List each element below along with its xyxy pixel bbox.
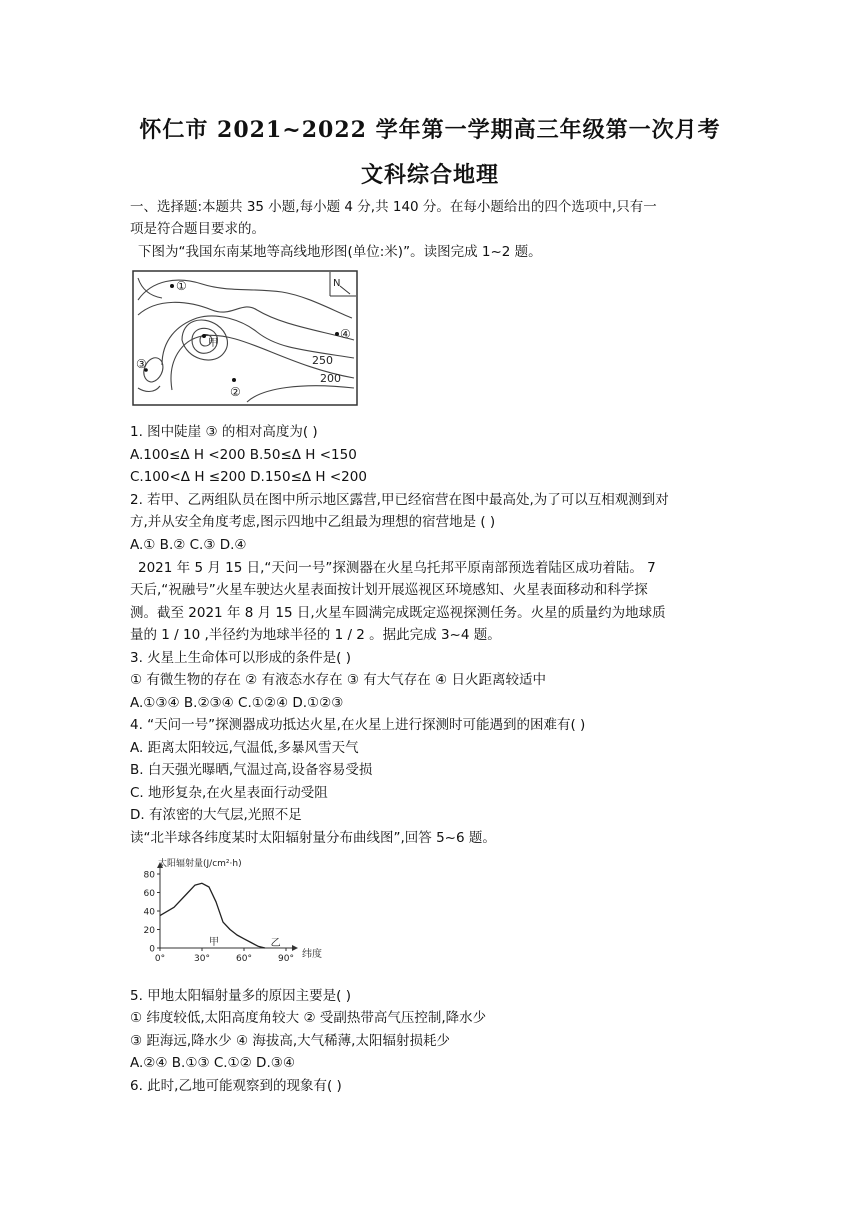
x-tick-label: 0° — [154, 954, 166, 964]
q4-stem: 4. “天问一号”探测器成功抵达火星,在火星上进行探测时可能遇到的困难有( ) — [130, 717, 586, 733]
passage-line: 测。截至 2021 年 8 月 15 日,火星车圆满完成既定巡视探测任务。火星的质量约为地球质 — [130, 605, 666, 621]
point-1-marker — [170, 284, 174, 288]
y-tick-label: 0 — [149, 944, 155, 955]
q1-options-ab: A.100≤Δ H <200 B.50≤Δ H <150 — [130, 447, 357, 463]
y-tick-label: 20 — [143, 926, 155, 936]
x-axis-label: 纬度 — [302, 949, 322, 960]
q1-stem: 1. 图中陡崖 ③ 的相对高度为( ) — [130, 424, 318, 440]
passage-line: 量的 1 / 10 ,半径约为地球半径的 1 / 2 。据此完成 3~4 题。 — [130, 627, 501, 643]
q4-option-c: C. 地形复杂,在火星表面行动受阻 — [130, 785, 328, 801]
contour-200-label: 200 — [320, 372, 341, 385]
passage-line: 天后,“祝融号”火星车驶达火星表面按计划开展巡视区环境感知、火星表面移动和科学探 — [130, 582, 648, 598]
point-4-marker — [335, 332, 339, 336]
q3-stem: 3. 火星上生命体可以形成的条件是( ) — [130, 650, 351, 666]
north-label: N — [333, 278, 341, 289]
q5-items-2: ③ 距海远,降水少 ④ 海拔高,大气稀薄,太阳辐射损耗少 — [130, 1033, 450, 1049]
q4-option-a: A. 距离太阳较远,气温低,多暴风雪天气 — [130, 740, 359, 756]
point-2-label: ② — [230, 385, 241, 399]
x-tick-label: 90° — [278, 954, 294, 964]
x-axis-arrow — [292, 945, 298, 951]
exam-title: 怀仁市 2021~2022 学年第一学期高三年级第一次月考 — [139, 117, 721, 143]
contour-map — [132, 270, 358, 406]
q5-options: A.②④ B.①③ C.①② D.③④ — [130, 1055, 295, 1071]
q4-option-b: B. 白天强光曝晒,气温过高,设备容易受损 — [130, 762, 373, 778]
y-tick-label: 60 — [143, 889, 155, 899]
contour-250-label: 250 — [312, 354, 333, 367]
y-tick-label: 80 — [143, 870, 155, 881]
instruction-line: 一、选择题:本题共 35 小题,每小题 4 分,共 140 分。在每小题给出的四个选项中,只有一 — [130, 199, 657, 215]
chart-intro: 读“北半球各纬度某时太阳辐射量分布曲线图”,回答 5~6 题。 — [130, 830, 496, 846]
point-3-label: ③ — [136, 357, 147, 371]
peak-jia-label: 甲 — [208, 338, 218, 349]
point-2-marker — [232, 378, 236, 382]
point-yi-label: 乙 — [270, 938, 281, 949]
peak-jia-marker — [202, 334, 206, 338]
q2-stem-cont: 方,并从安全角度考虑,图示四地中乙组最为理想的宿营地是 ( ) — [130, 514, 496, 530]
q3-options: A.①③④ B.②③④ C.①②④ D.①②③ — [130, 695, 344, 711]
y-tick-label: 40 — [143, 907, 155, 918]
exam-subtitle: 文科综合地理 — [360, 162, 499, 188]
solar-radiation-chart — [130, 856, 330, 968]
q6-stem: 6. 此时,乙地可能观察到的现象有( ) — [130, 1078, 342, 1094]
q5-items-1: ① 纬度较低,太阳高度角较大 ② 受副热带高气压控制,降水少 — [130, 1010, 487, 1026]
point-1-label: ① — [176, 279, 187, 293]
q1-options-cd: C.100<Δ H ≤200 D.150≤Δ H <200 — [130, 469, 367, 485]
q2-options: A.① B.② C.③ D.④ — [130, 537, 247, 553]
point-jia-label: 甲 — [209, 937, 219, 948]
passage-line: 2021 年 5 月 15 日,“天问一号”探测器在火星乌托邦平原南部预选着陆区成功着陆。 7 — [138, 560, 656, 576]
q2-stem: 2. 若甲、乙两组队员在图中所示地区露营,甲已经宿营在图中最高处,为了可以互相观测到对 — [130, 492, 669, 508]
point-4-label: ④ — [340, 327, 351, 341]
x-tick-label: 60° — [236, 954, 252, 964]
instruction-line: 项是符合题目要求的。 — [130, 221, 265, 237]
q5-stem: 5. 甲地太阳辐射量多的原因主要是( ) — [130, 988, 351, 1004]
q4-option-d: D. 有浓密的大气层,光照不足 — [130, 807, 302, 823]
x-tick-label: 30° — [194, 954, 210, 964]
y-axis-label: 太阳辐射量(J/cm²·h) — [158, 859, 242, 869]
map-intro: 下图为“我国东南某地等高线地形图(单位:米)”。读图完成 1~2 题。 — [138, 244, 542, 260]
q3-items: ① 有微生物的存在 ② 有液态水存在 ③ 有大气存在 ④ 日火距离较适中 — [130, 672, 546, 688]
